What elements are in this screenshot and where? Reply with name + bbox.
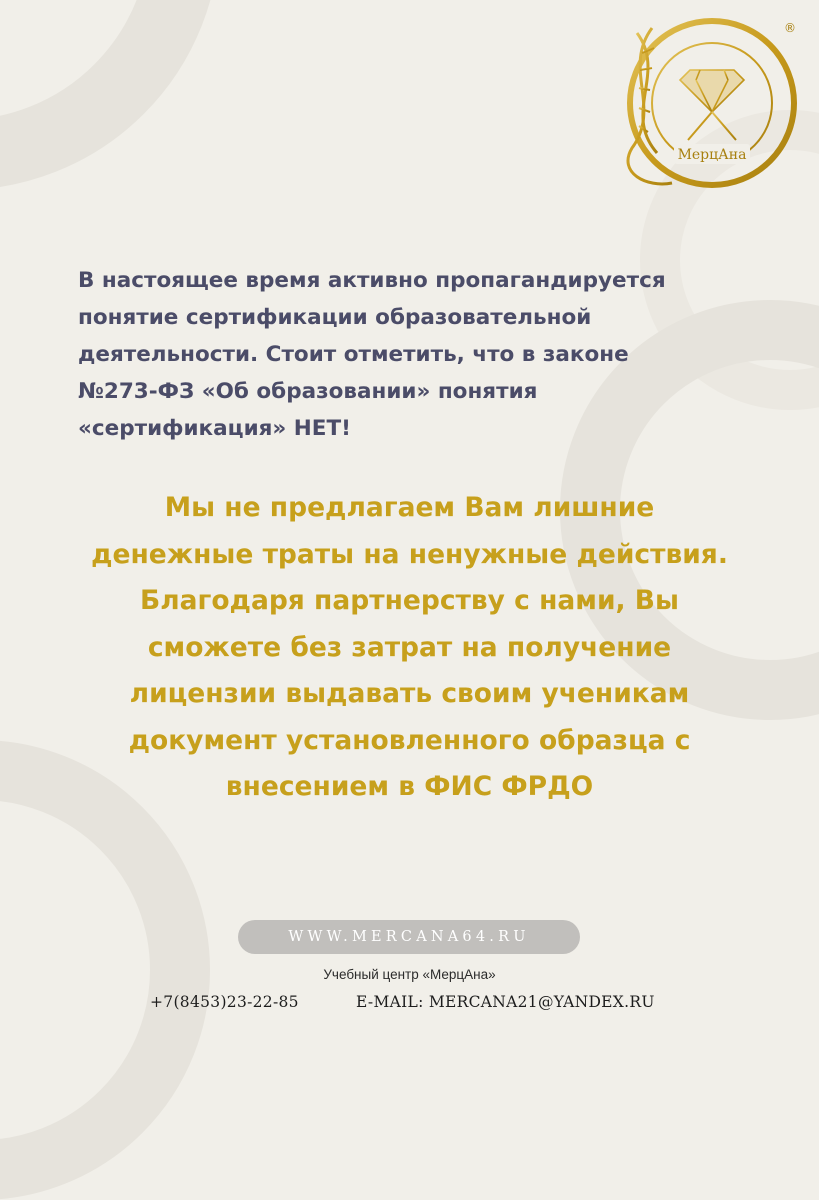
mercana-logo xyxy=(612,8,812,198)
website-badge[interactable] xyxy=(238,920,580,954)
diamond-icon xyxy=(680,70,744,112)
website-link[interactable]: WWW.MERCANA64.RU xyxy=(288,929,530,945)
email-address[interactable]: E-MAIL: MERCANA21@YANDEX.RU xyxy=(356,993,655,1011)
intro-paragraph: В настоящее время активно пропагандируется понятие сертификации образовательной деятельности. Стоит отметить, что в законе №273-ФЗ «Об образовании» понятия «сертификация» НЕТ! xyxy=(78,268,666,441)
registered-mark: ® xyxy=(784,21,796,35)
logo-brand-text: МерцАна xyxy=(677,147,747,163)
background-arc xyxy=(0,0,220,190)
training-center-name: Учебный центр «МерцАна» xyxy=(323,967,496,982)
phone-number[interactable]: +7(8453)23-22-85 xyxy=(150,993,299,1011)
offer-paragraph: Мы не предлагаем Вам лишние денежные траты на ненужные действия. Благодаря партнерству с нами, Вы сможете без затрат на получение лицензии выдавать своим ученикам документ установленного образца с внесением в ФИС ФРДО xyxy=(91,492,728,802)
stand-icon xyxy=(674,112,750,140)
